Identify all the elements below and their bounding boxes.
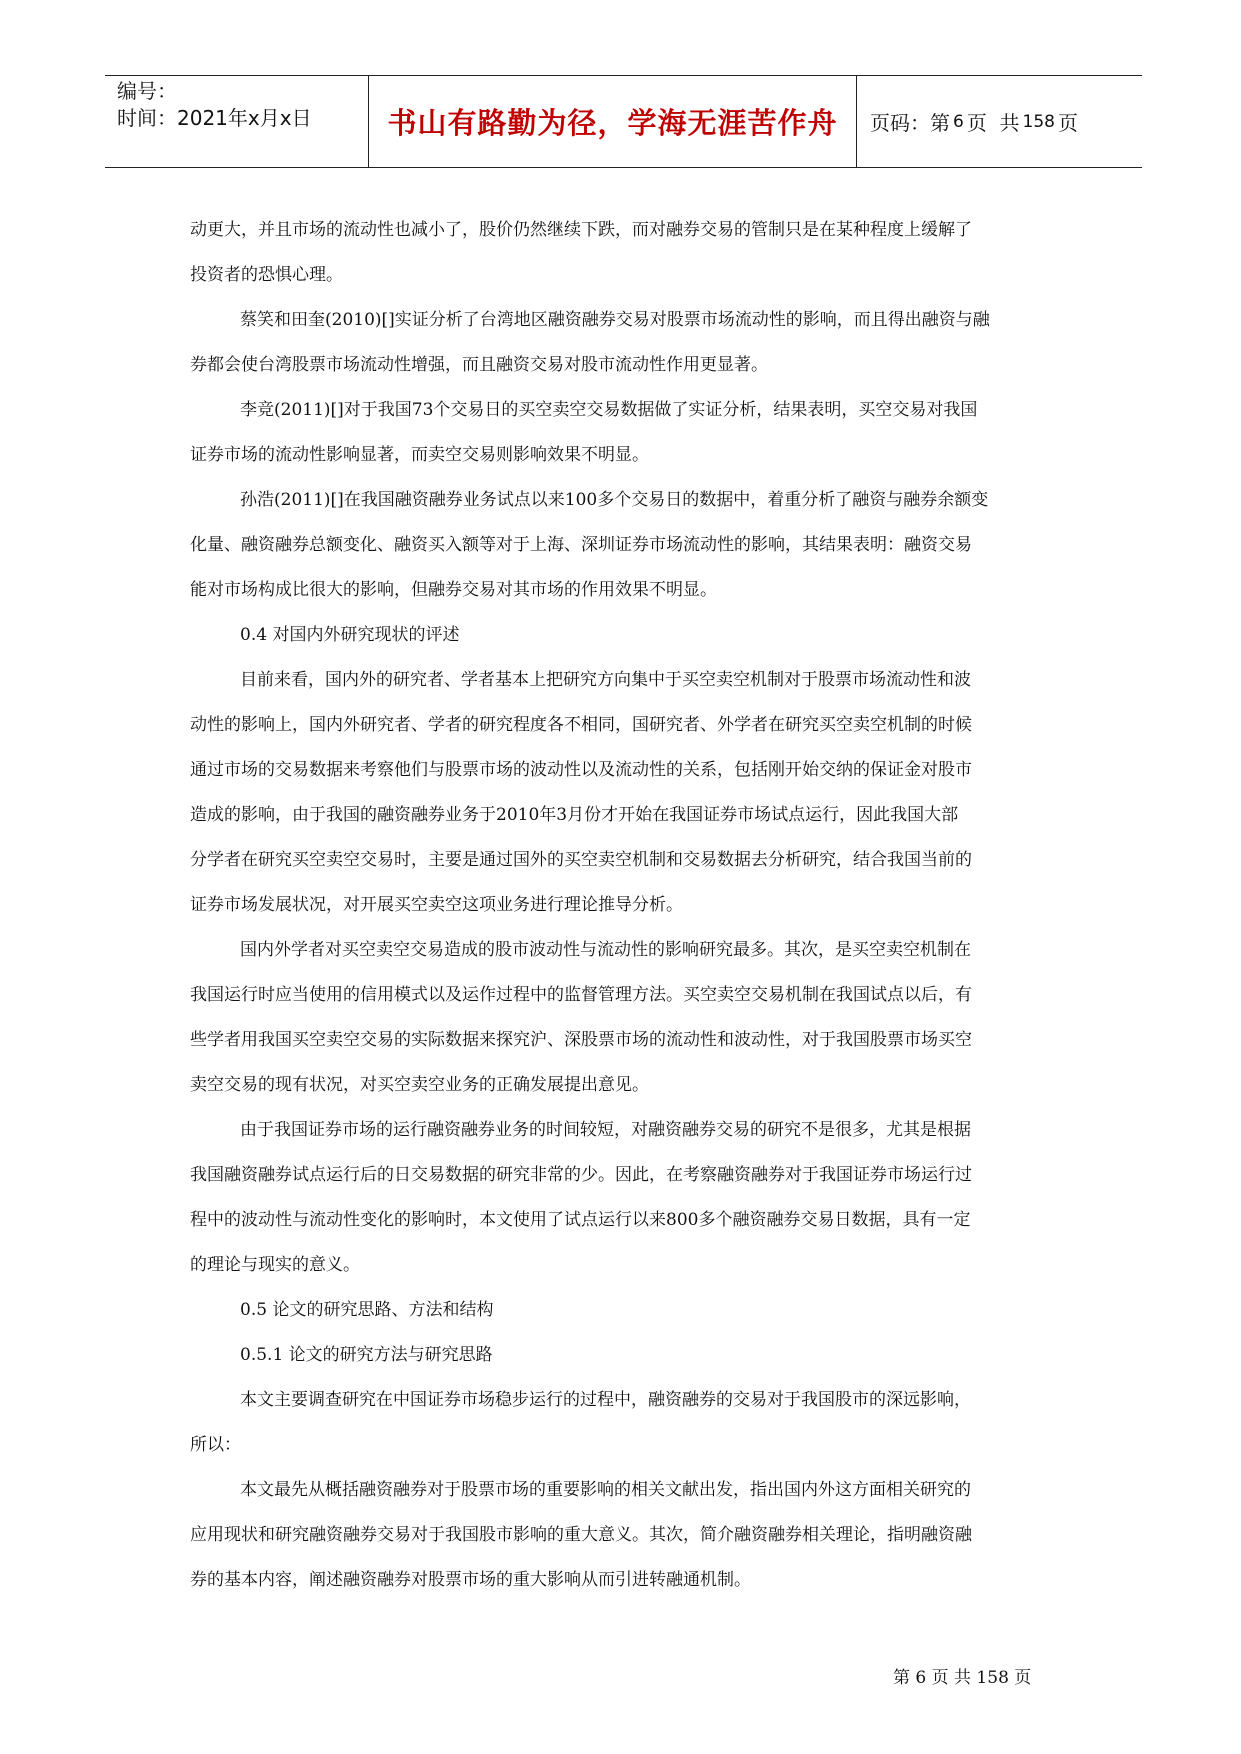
header-motto: 书山有路勤为径，学海无涯苦作舟 — [369, 76, 857, 167]
text-line: 所以： — [190, 1435, 241, 1455]
text-line: 造成的影响，由于我国的融资融券业务于2010年3月份才开始在我国证券市场试点运行，因此我国大部 — [190, 805, 959, 825]
text-line: 本文主要调查研究在中国证券市场稳步运行的过程中，融资融券的交易对于我国股市的深远影响， — [240, 1390, 971, 1410]
page-prefix: 页码：第 — [870, 111, 950, 135]
document-number-label: 编号： — [117, 79, 177, 103]
document-time-label: 时间：2021年x月x日 — [117, 106, 312, 130]
subsection-heading: 0.5.1 论文的研究方法与研究思路 — [240, 1345, 493, 1365]
document-body — [190, 208, 1060, 1603]
text-line: 分学者在研究买空卖空交易时，主要是通过国外的买空卖空机制和交易数据去分析研究，结合我国当前的 — [190, 850, 972, 870]
text-line: 本文最先从概括融资融券对于股票市场的重要影响的相关文献出发，指出国内外这方面相关研究的 — [240, 1480, 971, 1500]
text-line: 我国融资融券试点运行后的日交易数据的研究非常的少。因此，在考察融资融券对于我国证券市场运行过 — [190, 1165, 972, 1185]
text-line: 的理论与现实的意义。 — [190, 1255, 360, 1275]
text-line: 孙浩(2011)[]在我国融资融券业务试点以来100多个交易日的数据中，着重分析了融资与融券余额变 — [240, 490, 989, 510]
text-line: 券的基本内容，阐述融资融券对股票市场的重大影响从而引进转融通机制。 — [190, 1570, 751, 1590]
text-line: 证券市场发展状况，对开展买空卖空这项业务进行理论推导分析。 — [190, 895, 683, 915]
text-line: 化量、融资融券总额变化、融资买入额等对于上海、深圳证券市场流动性的影响，其结果表明：融资交易 — [190, 535, 972, 555]
text-line: 动性的影响上，国内外研究者、学者的研究程度各不相同，国研究者、外学者在研究买空卖空机制的时候 — [190, 715, 972, 735]
page-total: 158 — [1022, 111, 1055, 132]
text-line: 李竞(2011)[]对于我国73个交易日的买空卖空交易数据做了实证分析，结果表明，买空交易对我国 — [240, 400, 978, 420]
text-line: 国内外学者对买空卖空交易造成的股市波动性与流动性的影响研究最多。其次，是买空卖空机制在 — [240, 940, 971, 960]
page-suffix: 页 — [1058, 111, 1078, 135]
text-line: 目前来看，国内外的研究者、学者基本上把研究方向集中于买空卖空机制对于股票市场流动性和波 — [240, 670, 971, 690]
page-header — [105, 75, 1142, 168]
text-line: 我国运行时应当使用的信用模式以及运作过程中的监督管理方法。买空卖空交易机制在我国试点以后，有 — [190, 985, 972, 1005]
text-line: 通过市场的交易数据来考察他们与股票市场的波动性以及流动性的关系，包括刚开始交纳的保证金对股市 — [190, 760, 972, 780]
header-page-info — [857, 76, 1142, 167]
page-mid: 页 共 — [966, 111, 1020, 135]
section-heading: 0.4 对国内外研究现状的评述 — [240, 625, 460, 645]
text-line: 动更大，并且市场的流动性也减小了，股价仍然继续下跌，而对融券交易的管制只是在某种程度上缓解了 — [190, 220, 972, 240]
page-footer: 第 6 页 共 158 页 — [893, 1668, 1032, 1688]
text-line: 程中的波动性与流动性变化的影响时，本文使用了试点运行以来800多个融资融券交易日数据，具有一定 — [190, 1210, 971, 1230]
text-line: 由于我国证券市场的运行融资融券业务的时间较短，对融资融券交易的研究不是很多，尤其是根据 — [240, 1120, 971, 1140]
text-line: 证券市场的流动性影响显著，而卖空交易则影响效果不明显。 — [190, 445, 649, 465]
text-line: 卖空交易的现有状况，对买空卖空业务的正确发展提出意见。 — [190, 1075, 649, 1095]
text-line: 能对市场构成比很大的影响，但融券交易对其市场的作用效果不明显。 — [190, 580, 717, 600]
text-line: 应用现状和研究融资融券交易对于我国股市影响的重大意义。其次，简介融资融券相关理论，指明融资融 — [190, 1525, 972, 1545]
text-line: 些学者用我国买空卖空交易的实际数据来探究沪、深股票市场的流动性和波动性，对于我国股票市场买空 — [190, 1030, 972, 1050]
header-meta — [105, 76, 369, 167]
text-line: 券都会使台湾股票市场流动性增强，而且融资交易对股市流动性作用更显著。 — [190, 355, 768, 375]
page-number: 6 — [953, 111, 964, 132]
section-heading: 0.5 论文的研究思路、方法和结构 — [240, 1300, 494, 1320]
text-line: 蔡笑和田奎(2010)[]实证分析了台湾地区融资融券交易对股票市场流动性的影响，而且得出融资与融 — [240, 310, 990, 330]
text-line: 投资者的恐惧心理。 — [190, 265, 343, 285]
